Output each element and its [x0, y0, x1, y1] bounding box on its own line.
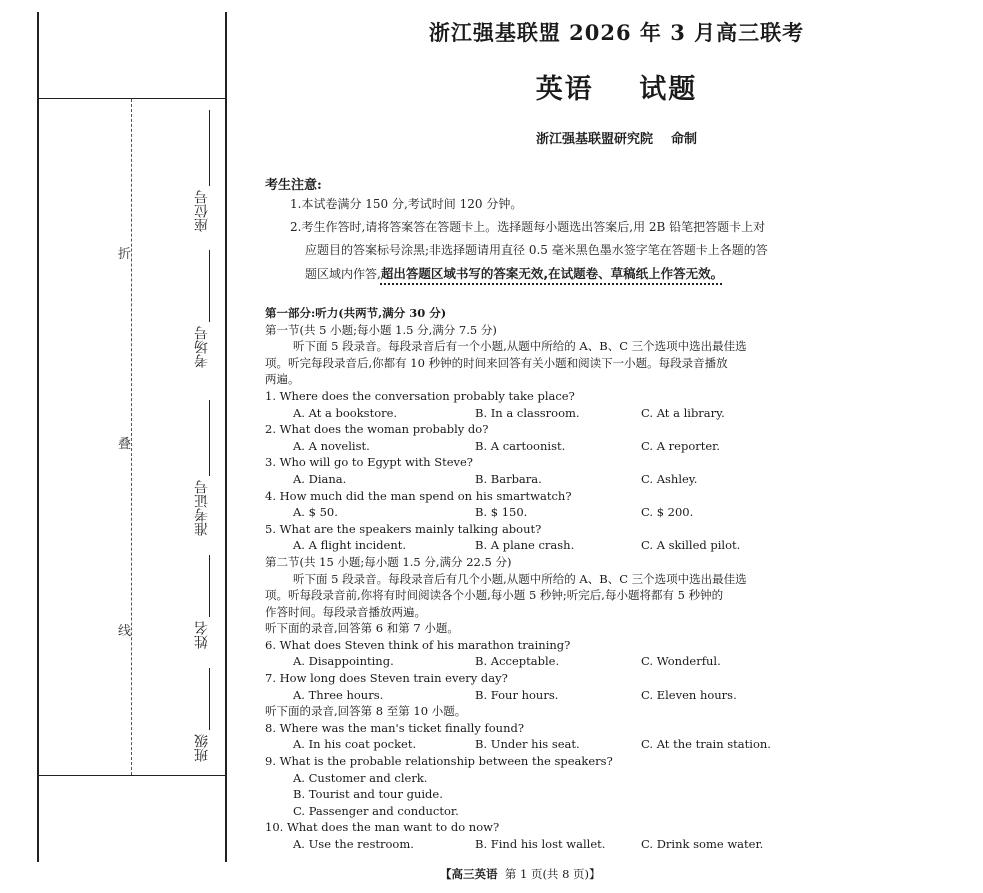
question-2: 2. What does the woman probably do? [265, 422, 489, 437]
section2-instruction-2: 项。听每段录音前,你将有时间阅读各个小题,每小题 5 秒钟;听完后,每小题将都有 5 秒钟的 [265, 588, 724, 603]
option-b: B. Four hours. [475, 687, 559, 702]
question-5: 5. What are the speakers mainly talking about? [265, 521, 542, 536]
admission-number-field[interactable] [190, 400, 210, 550]
section1-instruction-1: 听下面 5 段录音。每段录音后有一个小题,从题中所给的 A、B、C 三个选项中选出最佳选 [293, 339, 747, 354]
fold-char-2: 叠 [118, 437, 132, 452]
fold-line [131, 99, 132, 775]
class-field[interactable] [190, 668, 210, 773]
margin-bottom-rule [37, 775, 226, 776]
option-a: A. Use the restroom. [293, 837, 414, 851]
margin-border-right [225, 12, 227, 862]
option-c: C. A reporter. [641, 438, 721, 453]
question-7: 7. How long does Steven train every day? [265, 671, 508, 686]
question-8: 8. Where was the man's ticket finally found? [265, 720, 525, 735]
section2-heading: 第二节(共 15 小题;每小题 1.5 分,满分 22.5 分) [265, 554, 512, 569]
question-4-options [265, 504, 835, 521]
option-c: C. At a library. [641, 405, 725, 420]
option-a: A. At a bookstore. [293, 405, 398, 420]
question-6: 6. What does Steven think of his marathon training? [265, 637, 571, 652]
subject-title: 英语 试题 [535, 74, 698, 105]
option-b: B. Find his lost wallet. [475, 837, 606, 851]
question-9: 9. What is the probable relationship between the speakers? [265, 754, 613, 769]
notice-line-3-prefix: 题区域内作答, [305, 267, 381, 281]
name-field[interactable] [190, 555, 210, 665]
seat-number-label: 座位号 [194, 190, 210, 232]
part1-heading: 第一部分:听力(共两节,满分 30 分) [265, 306, 447, 320]
name-label: 姓名 [194, 621, 210, 649]
exam-room-label: 考场号 [194, 326, 210, 368]
option-c: C. A skilled pilot. [641, 538, 741, 553]
margin-border-left [37, 12, 39, 862]
option-a: A. A novelist. [293, 438, 370, 453]
notice-item-1: 1.本试卷满分 150 分,考试时间 120 分钟。 [290, 197, 523, 211]
option-b: B. A cartoonist. [475, 438, 566, 453]
option-c: C. Wonderful. [641, 654, 721, 669]
question-1: 1. Where does the conversation probably take place? [265, 388, 575, 403]
section2-instruction-1: 听下面 5 段录音。每段录音后有几个小题,从题中所给的 A、B、C 三个选项中选出最佳选 [293, 571, 747, 586]
option-c: C. $ 200. [641, 505, 694, 520]
admission-number-label: 准考证号 [194, 480, 210, 536]
option-b: B. Acceptable. [475, 654, 560, 669]
group-1-intro: 听下面的录音,回答第 6 和第 7 小题。 [265, 621, 459, 636]
question-9-option-b: B. Tourist and tour guide. [293, 787, 443, 802]
listening-section [265, 305, 835, 853]
option-a: A. Three hours. [293, 687, 384, 702]
question-3-options [265, 471, 835, 488]
exam-room-field[interactable] [190, 250, 210, 390]
option-b: B. $ 150. [475, 505, 528, 520]
option-b: B. Barbara. [475, 471, 542, 486]
option-a: A. In his coat pocket. [293, 737, 417, 752]
notice-item-2-line-2: 应题目的答案标号涂黑;非选择题请用直径 0.5 毫米黑色墨水签字笔在答题卡上各题的答 [305, 243, 768, 257]
notice-item-2-line-1: 2.考生作答时,请将答案答在答题卡上。选择题每小题选出答案后,用 2B 铅笔把答题卡上对 [290, 220, 766, 234]
question-2-options [265, 438, 835, 455]
footer-label: 【高三英语 [440, 867, 498, 881]
fold-char-3: 线 [118, 624, 132, 639]
class-label: 班级 [194, 734, 210, 762]
question-8-options [265, 736, 835, 753]
group-2-intro: 听下面的录音,回答第 8 至第 10 小题。 [265, 704, 467, 719]
notice-item-2-line-3 [305, 262, 723, 286]
section1-heading: 第一节(共 5 小题;每小题 1.5 分,满分 7.5 分) [265, 322, 497, 337]
question-10-options [265, 836, 835, 853]
question-1-options [265, 405, 835, 422]
question-6-options [265, 653, 835, 670]
question-3: 3. Who will go to Egypt with Steve? [265, 455, 473, 470]
option-a: A. Diana. [293, 471, 347, 486]
question-10: 10. What does the man want to do now? [265, 820, 500, 835]
option-b: B. Under his seat. [475, 737, 580, 752]
option-a: A. Disappointing. [293, 654, 394, 669]
section1-instruction-2: 项。听完每段录音后,你都有 10 秒钟的时间来回答有关小题和阅读下一小题。每段录音播放 [265, 355, 728, 370]
option-c: C. Ashley. [641, 471, 698, 486]
question-5-options [265, 537, 835, 554]
option-a: A. A flight incident. [293, 538, 407, 553]
question-7-options [265, 687, 835, 704]
question-9-option-c: C. Passenger and conductor. [293, 803, 459, 818]
option-b: B. In a classroom. [475, 405, 580, 420]
notice-heading: 考生注意: [265, 178, 322, 193]
option-c: C. Eleven hours. [641, 687, 737, 702]
question-9-option-a: A. Customer and clerk. [293, 770, 428, 785]
exam-title: 浙江强基联盟 2026 年 3 月高三联考 [428, 20, 805, 45]
section1-instruction-3: 两遍。 [265, 372, 300, 387]
option-c: C. At the train station. [641, 737, 771, 752]
page-footer [440, 866, 601, 882]
question-4: 4. How much did the man spend on his smartwatch? [265, 488, 572, 503]
seat-number-field[interactable] [190, 110, 210, 250]
fold-char-1: 折 [118, 247, 132, 262]
notice-emphasis: 超出答题区域书写的答案无效,在试题卷、草稿纸上作答无效。 [380, 266, 724, 281]
option-a: A. $ 50. [293, 505, 338, 520]
maker-line: 浙江强基联盟研究院 命制 [535, 132, 698, 147]
option-c: C. Drink some water. [641, 837, 764, 851]
option-b: B. A plane crash. [475, 538, 575, 553]
section2-instruction-3: 作答时间。每段录音播放两遍。 [265, 604, 426, 619]
footer-page-number: 第 1 页(共 8 页)】 [504, 867, 601, 881]
